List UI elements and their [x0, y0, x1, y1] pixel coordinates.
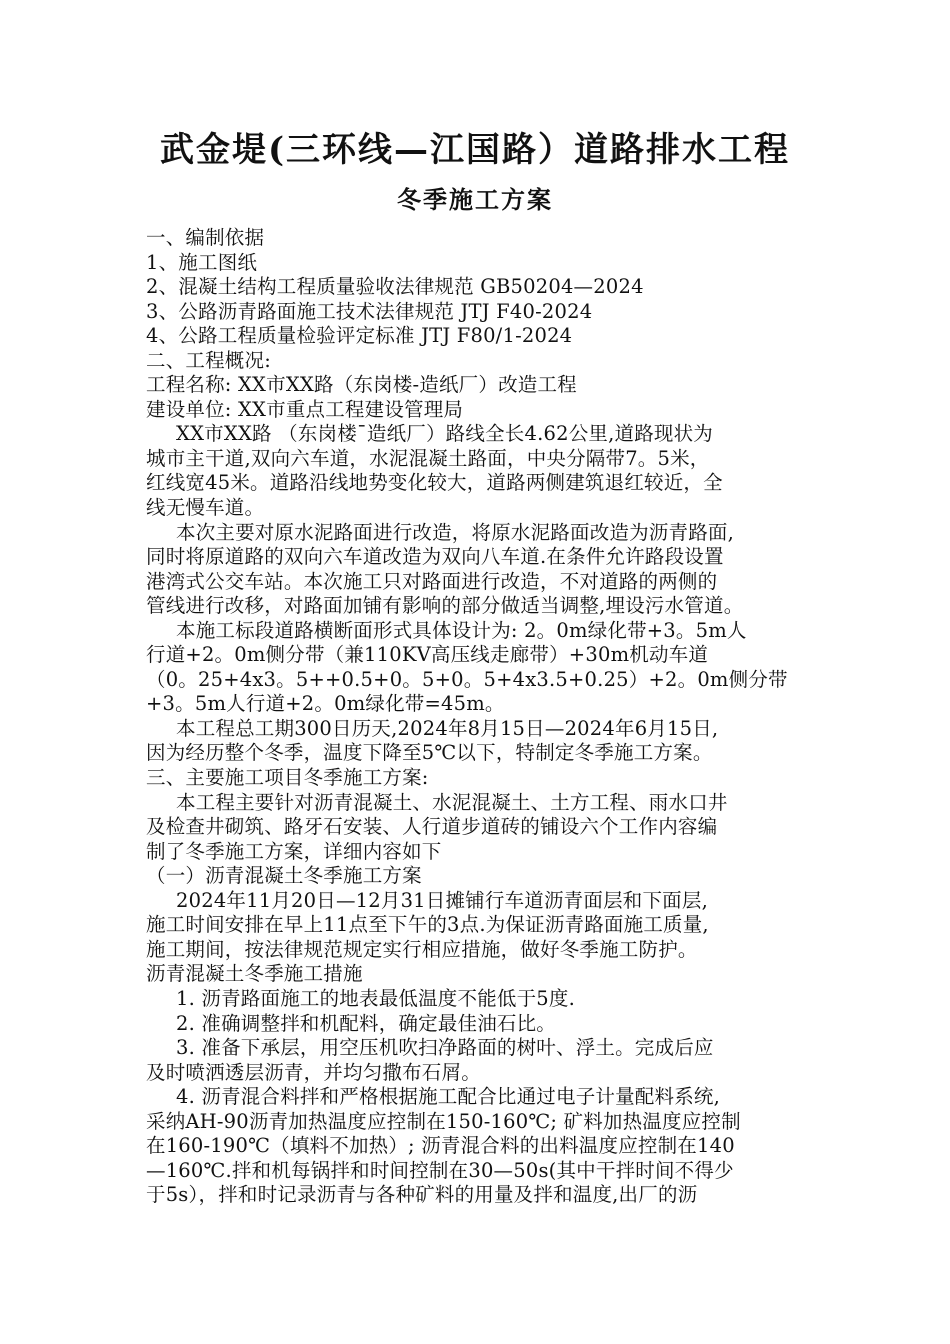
text-line: 采纳AH-90沥青加热温度应控制在150-160℃; 矿料加热温度应控制 — [146, 1109, 741, 1133]
text-line: 沥青混凝土冬季施工措施 — [146, 962, 363, 986]
text-line: 2. 准确调整拌和机配料，确定最佳油石比。 — [176, 1011, 557, 1035]
text-line: 及时喷洒透层沥青，并均匀撒布石屑。 — [146, 1060, 481, 1084]
text-line: 本工程总工期300日历天,2024年8月15日—2024年6月15日, — [176, 716, 719, 740]
text-line: 同时将原道路的双向六车道改造为双向八车道.在条件允许路段设置 — [146, 545, 724, 569]
text-line: （0。25+4x3。5++0.5+0。5+0。5+4x3.5+0.25）+2。0m侧分带 — [146, 667, 788, 691]
text-line: 工程名称: XX市XX路（东岗楼-造纸厂）改造工程 — [146, 373, 577, 397]
text-line: 于5s），拌和时记录沥青与各种矿料的用量及拌和温度,出厂的沥 — [146, 1183, 698, 1207]
text-line: 1、施工图纸 — [146, 250, 258, 274]
text-line: XX市XX路 （东岗楼¯造纸厂）路线全长4.62公里,道路现状为 — [176, 422, 713, 446]
document-body — [146, 226, 816, 1208]
text-line: 制了冬季施工方案，详细内容如下 — [146, 839, 442, 863]
text-line: 3、公路沥青路面施工技术法律规范 JTJ F40-2024 — [146, 299, 593, 323]
text-line: 红线宽45米。道路沿线地势变化较大，道路两侧建筑退红较近，全 — [146, 471, 723, 495]
text-line: 一、编制依据 — [146, 226, 265, 249]
text-line: 港湾式公交车站。本次施工只对路面进行改造，不对道路的两侧的 — [146, 569, 718, 593]
text-line: 施工期间，按法律规范规定实行相应措施，做好冬季施工防护。 — [146, 937, 698, 961]
text-line: 2024年11月20日—12月31日摊铺行车道沥青面层和下面层, — [176, 888, 708, 912]
text-line: 二、工程概况: — [146, 348, 271, 372]
text-line: 4. 沥青混合料拌和严格根据施工配合比通过电子计量配料系统, — [176, 1085, 721, 1109]
text-line: 行道+2。0m侧分带（兼110KV高压线走廊带）+30m机动车道 — [146, 643, 709, 667]
text-line: （一）沥青混凝土冬季施工方案 — [146, 864, 422, 888]
text-line: 本次主要对原水泥路面进行改造，将原水泥路面改造为沥青路面, — [176, 520, 734, 544]
text-line: +3。5m人行道+2。0m绿化带=45m。 — [146, 692, 505, 716]
text-line: 在160-190℃（填料不加热）; 沥青混合料的出料温度应控制在140 — [146, 1134, 735, 1158]
text-line: 建设单位: XX市重点工程建设管理局 — [146, 397, 464, 421]
document-subtitle: 冬季施工方案 — [397, 185, 553, 214]
text-line: 2、混凝土结构工程质量验收法律规范 GB50204—2024 — [146, 275, 644, 299]
text-line: 1. 沥青路面施工的地表最低温度不能低于5度. — [176, 986, 576, 1010]
text-line: 三、主要施工项目冬季施工方案: — [146, 766, 429, 790]
text-line: 及检查井砌筑、路牙石安装、人行道步道砖的铺设六个工作内容编 — [146, 815, 718, 839]
text-line: 城市主干道,双向六车道，水泥混凝土路面，中央分隔带7。5米， — [146, 446, 710, 470]
text-line: 本施工标段道路横断面形式具体设计为: 2。0m绿化带+3。5m人 — [176, 618, 747, 642]
text-line: —160℃.拌和机每锅拌和时间控制在30—50s(其中干拌时间不得少 — [146, 1158, 734, 1182]
document-title: 武金堤(三环线—江国路）道路排水工程 — [159, 130, 791, 170]
text-line: 4、公路工程质量检验评定标准 JTJ F80/1-2024 — [146, 324, 573, 348]
text-line: 本工程主要针对沥青混凝土、水泥混凝土、土方工程、雨水口井 — [176, 790, 728, 814]
text-line: 3. 准备下承层，用空压机吹扫净路面的树叶、浮土。完成后应 — [176, 1036, 714, 1060]
text-line: 施工时间安排在早上11点至下午的3点.为保证沥青路面施工质量, — [146, 913, 709, 937]
text-line: 管线进行改移，对路面加铺有影响的部分做适当调整,埋设污水管道。 — [146, 594, 744, 618]
text-line: 线无慢车道。 — [146, 496, 265, 520]
text-line: 因为经历整个冬季，温度下降至5℃以下，特制定冬季施工方案。 — [146, 741, 713, 765]
